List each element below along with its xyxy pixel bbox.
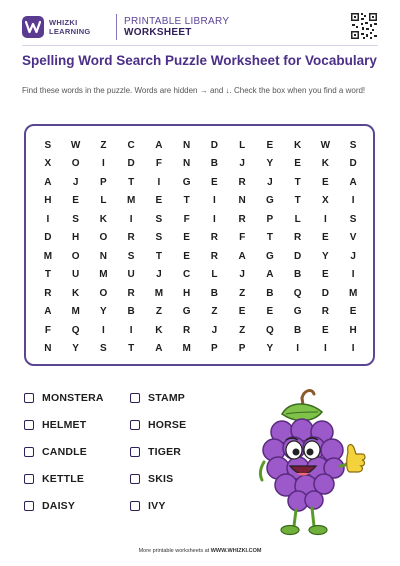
grid-cell: R — [210, 250, 218, 262]
grid-cell: L — [239, 139, 246, 151]
grid-cell: N — [183, 158, 191, 170]
grid-cell: Z — [155, 306, 162, 318]
grid-cell: R — [127, 287, 135, 299]
grid-cell: T — [155, 250, 162, 262]
grid-cell: C — [127, 139, 135, 151]
instructions-text: Find these words in the puzzle. Words are hidden → and ↓. Check the box when you find a word! — [22, 86, 366, 95]
logo-line2: LEARNING — [49, 27, 91, 36]
grid-cell: I — [212, 213, 216, 225]
grid-cell: R — [44, 287, 52, 299]
grid-cell: K — [72, 287, 80, 299]
grid-cell: M — [126, 195, 136, 207]
word-checkbox[interactable] — [24, 420, 34, 430]
grid-cell: N — [238, 195, 246, 207]
grid-cell: D — [210, 139, 218, 151]
grid-cell: E — [294, 158, 301, 170]
word-checkbox[interactable] — [130, 393, 140, 403]
word-item — [24, 498, 75, 514]
header-divider — [116, 14, 117, 40]
grid-cell: S — [100, 343, 107, 355]
grid-cell: G — [182, 176, 191, 188]
word-label: CANDLE — [42, 446, 87, 458]
grid-cell: A — [266, 269, 274, 281]
grid-cell: H — [44, 195, 52, 207]
grid-cell: R — [210, 232, 218, 244]
grid-cell: J — [350, 250, 356, 262]
grid-cell: O — [99, 287, 108, 299]
word-item — [130, 390, 185, 406]
whizki-logo — [22, 14, 112, 40]
grid-cell: Y — [322, 250, 329, 262]
grid-cell: I — [323, 213, 327, 225]
grid-cell: R — [294, 232, 302, 244]
qr-code-icon — [350, 12, 378, 40]
grid-cell: M — [182, 343, 191, 355]
grid-cell: I — [296, 343, 300, 355]
grid-cell: W — [320, 139, 331, 151]
footer-url[interactable]: WWW.WHIZKI.COM — [210, 548, 262, 554]
word-label: HORSE — [148, 419, 187, 431]
grid-cell: P — [211, 343, 218, 355]
word-label: SKIS — [148, 473, 174, 485]
grid-cell: N — [44, 343, 52, 355]
grid-cell: J — [72, 176, 79, 188]
grid-cell: V — [349, 232, 357, 244]
word-item — [130, 471, 173, 487]
grid-cell: M — [71, 306, 80, 318]
grid-cell: D — [294, 250, 302, 262]
grid-cell: J — [211, 324, 218, 336]
grid-cell: M — [43, 250, 53, 262]
grid-cell: I — [351, 195, 355, 207]
grid-cell: B — [127, 306, 135, 318]
grid-cell: N — [99, 250, 107, 262]
grid-cell: S — [349, 139, 357, 151]
library-label: PRINTABLE LIBRARY — [124, 16, 230, 27]
grid-cell: E — [322, 176, 329, 188]
grid-cell: Y — [72, 343, 79, 355]
grid-cell: K — [321, 158, 329, 170]
grid-cell: E — [322, 269, 329, 281]
grid-cell: X — [322, 195, 329, 207]
word-checkbox[interactable] — [130, 501, 140, 511]
word-label: HELMET — [42, 419, 87, 431]
grid-cell: Q — [71, 324, 80, 336]
whizki-logo-icon — [22, 16, 44, 38]
grid-cell: O — [71, 158, 80, 170]
grid-cell: G — [182, 306, 191, 318]
grid-cell: F — [44, 324, 51, 336]
grid-cell: T — [128, 343, 135, 355]
grid-cell: Y — [266, 158, 274, 170]
word-checkbox[interactable] — [24, 474, 34, 484]
grid-cell: I — [323, 343, 327, 355]
footer-prefix: More printable worksheets at — [138, 548, 210, 554]
grid-cell: U — [127, 269, 135, 281]
grid-cell: M — [348, 287, 358, 299]
word-item — [130, 444, 181, 460]
grid-cell: H — [349, 324, 357, 336]
grid-cell: I — [351, 269, 355, 281]
grid-cell: K — [294, 139, 302, 151]
grid-cell: D — [349, 158, 357, 170]
worksheet-header — [22, 12, 378, 44]
word-label: DAISY — [42, 500, 76, 512]
header-rule — [22, 45, 378, 46]
grid-cell: F — [239, 232, 246, 244]
grid-cell: T — [294, 176, 301, 188]
grid-cell: A — [155, 139, 163, 151]
grid-cell: M — [154, 287, 164, 299]
grid-cell: R — [127, 232, 135, 244]
grid-cell: E — [183, 232, 190, 244]
grid-cell: P — [266, 213, 274, 225]
grid-cell: Z — [211, 306, 218, 318]
grid-cell: J — [239, 158, 245, 170]
grid-cell: T — [44, 269, 51, 281]
grid-cell: I — [101, 158, 105, 170]
grid-cell: E — [183, 250, 190, 262]
grid-cell: E — [322, 232, 329, 244]
grid-cell: Y — [100, 306, 107, 318]
grid-cell: J — [239, 269, 245, 281]
grid-cell: E — [322, 324, 329, 336]
grid-cell: A — [238, 250, 246, 262]
grid-cell: L — [211, 269, 218, 281]
grid-cell: H — [183, 287, 191, 299]
grid-cell: D — [44, 232, 52, 244]
word-item — [24, 471, 84, 487]
grid-cell: J — [156, 269, 162, 281]
grid-cell: D — [127, 158, 135, 170]
grid-cell: S — [44, 139, 52, 151]
grid-cell: Q — [293, 287, 302, 299]
grid-cell: L — [100, 195, 107, 207]
grid-cell: S — [155, 213, 163, 225]
grid-cell: O — [71, 250, 80, 262]
grid-cell: L — [294, 213, 301, 225]
grid-cell: O — [99, 232, 108, 244]
word-label: STAMP — [148, 392, 185, 404]
grid-cell: E — [349, 306, 357, 318]
grid-cell: S — [127, 250, 135, 262]
word-label: MONSTERA — [42, 392, 104, 404]
word-checkbox[interactable] — [130, 447, 140, 457]
word-checkbox[interactable] — [130, 420, 140, 430]
grid-cell: H — [72, 232, 80, 244]
grid-cell: G — [293, 306, 302, 318]
grid-cell: R — [238, 176, 246, 188]
grid-cell: R — [321, 306, 329, 318]
grape-mascot-icon — [252, 388, 370, 538]
grid-cell: E — [211, 176, 218, 188]
grid-cell: I — [351, 343, 355, 355]
grid-cell: D — [321, 287, 329, 299]
word-checkbox[interactable] — [24, 501, 34, 511]
word-list — [24, 390, 234, 525]
grid-cell: I — [212, 195, 216, 207]
grid-cell: K — [155, 324, 163, 336]
page-title: Spelling Word Search Puzzle Worksheet for Vocabulary — [22, 53, 377, 68]
word-label: TIGER — [148, 446, 182, 458]
grid-cell: A — [155, 343, 163, 355]
word-checkbox[interactable] — [130, 474, 140, 484]
grid-cell: B — [294, 269, 302, 281]
grid-cell: I — [101, 324, 105, 336]
grid-cell: Z — [239, 287, 246, 299]
grid-cell: B — [294, 324, 302, 336]
word-item — [130, 417, 186, 433]
header-titles — [124, 16, 229, 38]
word-label: IVY — [148, 500, 166, 512]
grid-cell: M — [99, 269, 108, 281]
grid-cell: I — [157, 176, 161, 188]
grid-cell: S — [349, 213, 357, 225]
grid-cell: E — [238, 306, 246, 318]
grid-cell: Z — [239, 324, 246, 336]
word-item — [24, 444, 87, 460]
grid-cell: B — [266, 287, 274, 299]
grid-cell: S — [155, 232, 163, 244]
grid-cell: R — [183, 324, 191, 336]
grid-cell: F — [183, 213, 190, 225]
grid-cell: N — [183, 139, 191, 151]
grid-cell: A — [44, 176, 52, 188]
worksheet-label: WORKSHEET — [124, 27, 192, 38]
grid-cell: B — [210, 158, 218, 170]
word-item — [24, 390, 104, 406]
grid-cell: E — [72, 195, 79, 207]
word-checkbox[interactable] — [24, 447, 34, 457]
footer — [0, 548, 400, 554]
grid-cell: I — [129, 324, 133, 336]
grid-cell: C — [183, 269, 191, 281]
word-label: KETTLE — [42, 473, 85, 485]
grid-cell: T — [183, 195, 190, 207]
grid-cell: G — [265, 250, 274, 262]
grid-cell: Q — [265, 324, 274, 336]
grid-cell: T — [128, 176, 135, 188]
grid-cell: F — [155, 158, 162, 170]
grid-cell: X — [44, 158, 52, 170]
logo-line1: WHIZKI — [49, 18, 78, 27]
grid-cell: R — [238, 213, 246, 225]
grid-cell: W — [70, 139, 81, 151]
grid-cell: U — [72, 269, 80, 281]
word-search-puzzle — [24, 124, 375, 366]
grid-cell: B — [210, 287, 218, 299]
grid-cell: T — [294, 195, 301, 207]
grid-cell: K — [99, 213, 107, 225]
grid-cell: J — [267, 176, 273, 188]
grid-cell: A — [349, 176, 357, 188]
letter-grid — [34, 136, 367, 358]
grid-cell: T — [266, 232, 273, 244]
grid-cell: S — [72, 213, 79, 225]
grid-cell: G — [265, 195, 274, 207]
grid-cell: P — [238, 343, 246, 355]
word-item — [24, 417, 86, 433]
grid-cell: A — [44, 306, 52, 318]
word-item — [130, 498, 166, 514]
grid-cell: Y — [266, 343, 274, 355]
grid-cell: Z — [100, 139, 107, 151]
grid-cell: I — [46, 213, 50, 225]
grid-cell: E — [266, 306, 274, 318]
grid-cell: P — [100, 176, 107, 188]
grid-cell: E — [266, 139, 274, 151]
word-checkbox[interactable] — [24, 393, 34, 403]
grid-cell: I — [129, 213, 133, 225]
grid-cell: E — [155, 195, 163, 207]
